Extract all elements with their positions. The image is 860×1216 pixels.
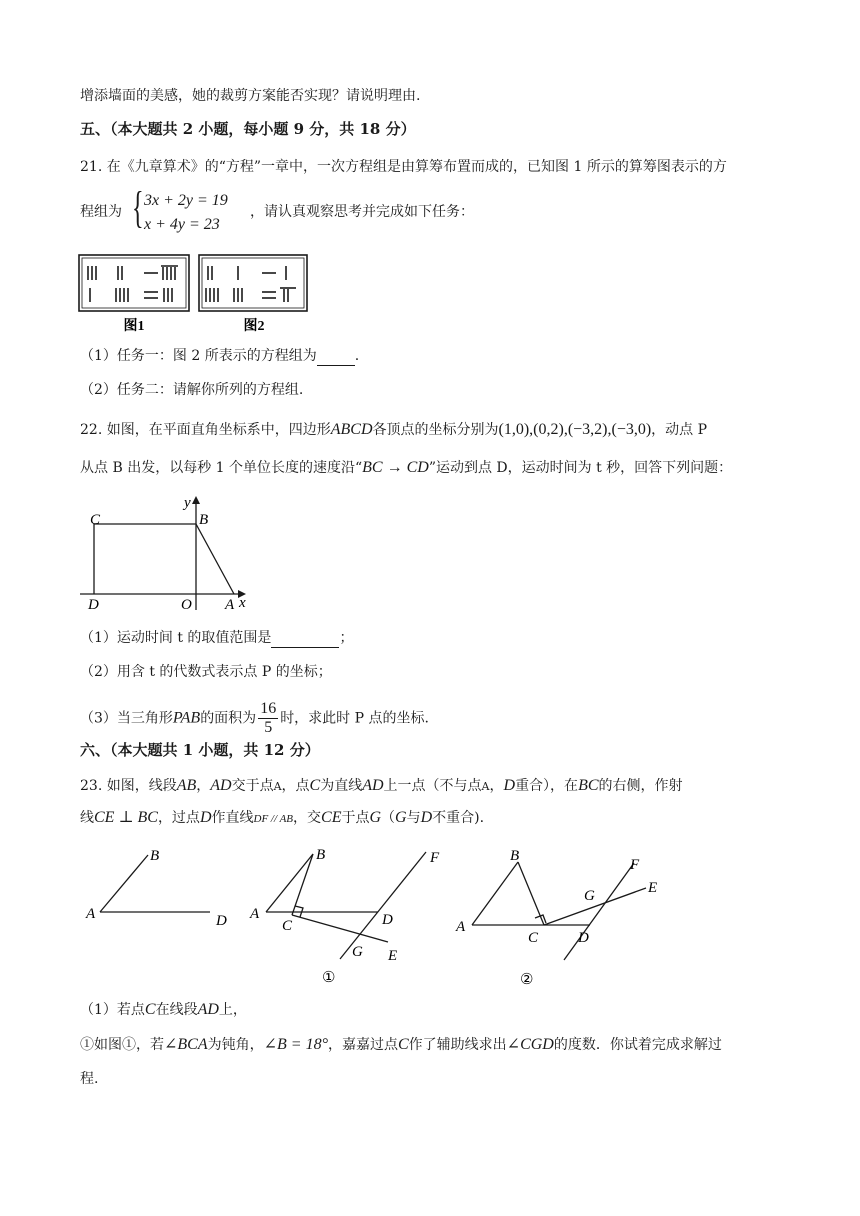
- fig2-label-G: G: [584, 888, 595, 904]
- q23-text: 在线段: [155, 1002, 198, 1018]
- q23-text: ，: [489, 778, 504, 794]
- brace-icon: {: [132, 183, 144, 232]
- fraction-denominator: 5: [264, 719, 273, 736]
- q21-equation-system: [132, 183, 242, 236]
- q21-task-1-blank: [317, 365, 355, 366]
- q23-math: AD: [362, 777, 384, 794]
- q22-sub-1: [80, 628, 353, 648]
- label-A: A: [225, 597, 235, 613]
- q23-text: ，嘉嘉过点: [328, 1037, 398, 1053]
- q22-sub-1-text: （1）运动时间 t 的取值范围是: [80, 630, 272, 646]
- q23-fig-1: [266, 852, 426, 959]
- q23-text: 作了辅助线求出: [408, 1037, 507, 1053]
- section-6-heading: 六、（本大题共 1 小题，共 12 分）: [80, 741, 320, 759]
- q22-line-1-mid: 各顶点的坐标分别为: [372, 422, 499, 438]
- q21-line-2-suffix: ，请认真观察思考并完成如下任务：: [250, 204, 474, 220]
- q23-sub-1-part-1-end: 程.: [80, 1071, 99, 1087]
- q22-quad-name: ABCD: [330, 421, 373, 438]
- q21-counting-rod-figures: [78, 254, 310, 336]
- fig2-label: 图2: [243, 319, 265, 334]
- fig1-label: 图1: [123, 319, 145, 334]
- top-text-line: 增添墙面的美感，她的裁剪方案能否实现？请说明理由.: [80, 88, 421, 104]
- fig2-circled-number: ②: [520, 972, 534, 988]
- q21-task-1-text: （1）任务一：图 2 所表示的方程组为: [80, 348, 317, 364]
- q22-sub-1-end: ；: [339, 630, 354, 646]
- fig1-label-B: B: [316, 847, 326, 863]
- q23-math: G: [395, 809, 407, 826]
- q23-text: 为钝角，: [207, 1037, 264, 1053]
- fig1-frame: [79, 255, 189, 311]
- q23-math: ∠CGD: [506, 1036, 554, 1053]
- q22-sub-3-suffix: 时，求此时 P 点的坐标.: [280, 710, 429, 727]
- fig1-circled-number: ①: [322, 970, 336, 986]
- fig0-label-D: D: [216, 913, 227, 929]
- q22-line-1-suffix: ，动点 P: [651, 422, 708, 438]
- q23-text: 的右侧，作射: [598, 778, 683, 794]
- q22-fraction: [258, 700, 278, 737]
- q22-line-2-prefix: 从点 B 出发，以每秒 1 个单位长度的速度沿“: [80, 460, 363, 476]
- label-B: B: [199, 512, 209, 528]
- fig2-label-D: D: [578, 930, 589, 946]
- fig1-label-G: G: [352, 944, 363, 960]
- q23-text: 上，: [218, 1002, 247, 1018]
- label-x: x: [239, 595, 246, 611]
- q23-text: （: [381, 810, 396, 826]
- fig2-frame: [199, 255, 307, 311]
- q22-sub-3-prefix: （3）当三角形: [80, 710, 173, 727]
- q23-math: A: [481, 780, 490, 793]
- q23-math: C: [309, 777, 321, 794]
- q23-math: C: [398, 1036, 409, 1053]
- y-axis-arrow-icon: [192, 496, 200, 504]
- label-y: y: [184, 495, 191, 511]
- q23-text: 23. 如图，线段: [80, 778, 177, 794]
- q21-task-1: [80, 346, 359, 366]
- q23-sub-1-part-1: [80, 1035, 722, 1055]
- q23-math: C: [144, 1001, 156, 1018]
- q21-line-1: 21. 在《九章算术》的“方程”一章中，一次方程组是由算筹布置而成的，已知图 1 所示的算筹图表示的方: [80, 159, 727, 175]
- label-C: C: [90, 512, 101, 528]
- fig1-label-F: F: [430, 850, 440, 866]
- q23-math: CE: [321, 809, 342, 826]
- fig2-label-A: A: [456, 919, 466, 935]
- fig1-label-D: D: [382, 912, 393, 928]
- fig2-label-F: F: [630, 857, 640, 873]
- q22-line-2: [80, 458, 732, 478]
- q23-line-1: [80, 776, 683, 797]
- q22-sub-1-blank: [271, 647, 339, 648]
- q21-task-2: （2）任务二：请解你所列的方程组.: [80, 382, 304, 398]
- q23-math: ∠B = 18°: [263, 1036, 328, 1053]
- q23-text: 的度数．你试着完成求解过: [553, 1037, 722, 1053]
- q23-text: ，交: [293, 810, 322, 826]
- q23-math: AD: [197, 1001, 219, 1018]
- label-O: O: [181, 597, 192, 613]
- q23-text: ，点: [281, 778, 310, 794]
- q21-equation-1: 3x + 2y = 19: [144, 192, 228, 209]
- q23-math: DF // AB: [253, 813, 294, 825]
- q23-geometry-figures: [78, 842, 678, 992]
- q23-math: G: [369, 809, 382, 826]
- fig2-label-B: B: [510, 848, 520, 864]
- q22-line-2-suffix: ”运动到点 D，运动时间为 t 秒，回答下列问题：: [428, 460, 733, 476]
- q23-text: （1）若点: [80, 1002, 145, 1018]
- q23-text: ，: [196, 778, 211, 794]
- fig2-rods: [206, 266, 296, 302]
- fig1-label-A: A: [250, 906, 260, 922]
- quadrilateral-ABCD: [94, 524, 234, 594]
- q23-text: 为直线: [320, 778, 363, 794]
- q23-sub-1: [80, 1000, 247, 1020]
- q23-fig-2: [472, 862, 646, 960]
- fig2-label-C: C: [528, 930, 539, 946]
- q22-triangle-name: PAB: [172, 709, 201, 727]
- label-D: D: [88, 597, 99, 613]
- q23-math: ∠BCA: [164, 1036, 208, 1053]
- fig0-label-A: A: [86, 906, 96, 922]
- q22-sub-3-mid: 的面积为: [200, 710, 257, 727]
- q23-text: 作直线: [211, 810, 254, 826]
- q22-sub-3: [80, 700, 429, 737]
- q23-math: D: [199, 809, 212, 826]
- q21-task-1-end: .: [354, 348, 360, 364]
- q22-path: BC → CD: [362, 459, 429, 476]
- q23-line-2: [80, 808, 484, 829]
- q23-text: 重合），在: [515, 778, 579, 794]
- q21-line-2-prefix: 程组为: [80, 204, 122, 220]
- q23-math: A: [273, 780, 282, 793]
- fig2-label-E: E: [648, 880, 658, 896]
- q23-math: D: [503, 777, 516, 794]
- q21-equation-2: x + 4y = 23: [144, 216, 220, 233]
- q23-text: ①如图①，若: [80, 1037, 164, 1053]
- q22-coords: (1,0),(0,2),(−3,2),(−3,0): [498, 421, 652, 438]
- q23-text: 线: [80, 810, 94, 826]
- q23-text: 交于点: [231, 778, 274, 794]
- q23-math: AD: [210, 777, 232, 794]
- q23-text: ，过点: [157, 810, 200, 826]
- q23-text: 于点: [341, 810, 370, 826]
- fraction-numerator: 16: [260, 700, 277, 717]
- q23-text: 上一点（不与点: [383, 778, 482, 794]
- fig1-label-E: E: [388, 948, 398, 964]
- q22-coordinate-figure: [78, 490, 258, 614]
- q22-line-1-prefix: 22. 如图，在平面直角坐标系中，四边形: [80, 422, 331, 438]
- q22-sub-2: （2）用含 t 的代数式表示点 P 的坐标；: [80, 664, 332, 680]
- q22-line-1: [80, 420, 707, 440]
- fig1-rods: [88, 266, 178, 302]
- q23-math: D: [420, 809, 433, 826]
- section-5-heading: 五、（本大题共 2 小题，每小题 9 分，共 18 分）: [80, 120, 416, 138]
- q23-text: 与: [406, 810, 421, 826]
- fig0-label-B: B: [150, 848, 160, 864]
- q23-math: CE ⊥ BC: [94, 809, 158, 826]
- q23-text: 不重合).: [432, 810, 485, 826]
- q23-math: BC: [578, 777, 599, 794]
- q23-math: AB: [176, 777, 197, 794]
- fig1-label-C: C: [282, 918, 293, 934]
